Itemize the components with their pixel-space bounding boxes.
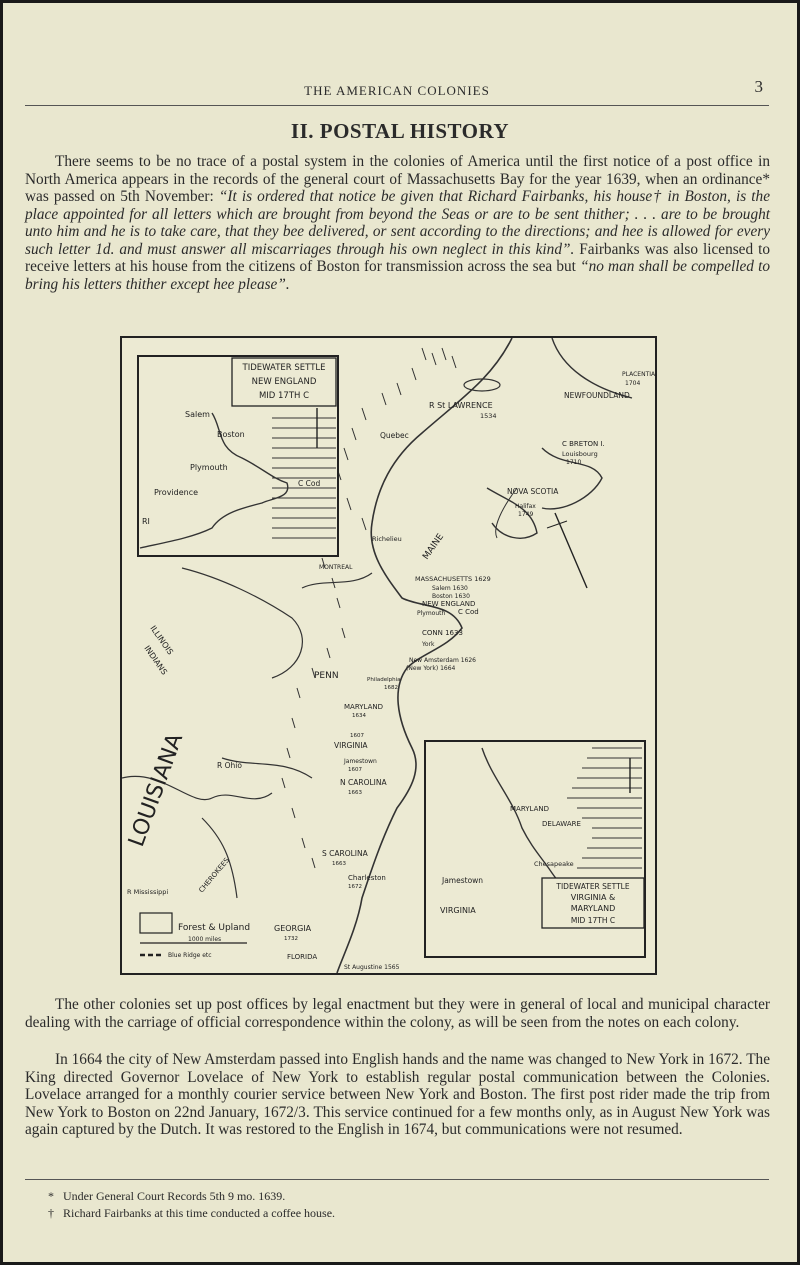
label-phila-year: 1682 — [384, 685, 398, 691]
inset-sw-virginia: VIRGINIA — [440, 906, 476, 915]
label-new-amsterdam: New Amsterdam 1626 — [409, 657, 476, 664]
label-s-carolina: S CAROLINA — [322, 849, 368, 858]
label-georgia-year: 1732 — [284, 936, 298, 942]
inset-sw-jamestown: Jamestown — [442, 876, 484, 885]
label-virginia-year: 1607 — [350, 733, 364, 739]
footnote-rule — [25, 1179, 769, 1180]
label-florida: FLORIDA — [287, 953, 318, 961]
label-cherokees: CHEROKEES — [197, 856, 232, 895]
label-virginia: VIRGINIA — [334, 741, 368, 750]
inset-sw-title-3: MARYLAND — [570, 904, 616, 913]
inset-sw-delaware: DELAWARE — [542, 820, 581, 828]
inset-ne-title-3: MID 17TH C — [258, 391, 310, 401]
label-richelieu: Richelieu — [372, 535, 402, 543]
label-philadelphia: Philadelphia — [367, 677, 401, 683]
label-mississippi: R Mississippi — [127, 888, 169, 896]
label-charleston-year: 1672 — [348, 884, 362, 890]
inset-ne-ri: RI — [142, 517, 150, 526]
label-maryland: MARYLAND — [344, 703, 383, 711]
inset-ne-title-1: TIDEWATER SETTLE — [242, 363, 326, 373]
footnote-2-text: Richard Fairbanks at this time conducted a coffee house. — [63, 1206, 336, 1220]
label-halifax-year: 1749 — [518, 511, 534, 518]
paragraph-3 — [25, 1051, 770, 1139]
p2-text: The other colonies set up post offices by legal enactment but they were in general of local and municipal character dealing with the carriage of official correspondence within the colony, as will be seen from the notes on each colony. — [25, 996, 770, 1031]
label-placentia: PLACENTIA — [622, 371, 655, 378]
label-louisbourg-year: 1710 — [566, 459, 582, 466]
label-jamestown-year: 1607 — [348, 767, 362, 773]
legend-ridge-label: Blue Ridge etc — [168, 952, 212, 959]
inset-sw-title-2: VIRGINIA & — [570, 893, 616, 902]
p1-quote-ordinance: “It is ordered that notice be given that Richard Fairbanks, his house† in Boston, is the place appointed for all letters which are brought from beyond the Seas or are to be sent thither; . . . are to be brought unto him and he is to take care, that they bee delivered, or sent according to the directions; and hee is allowed for every such letter 1d. and must answer all miscarriages through his own neglect in this kind”. — [25, 188, 770, 258]
label-jamestown: Jamestown — [344, 758, 377, 765]
footnote-1 — [48, 1189, 285, 1204]
label-placentia-year: 1704 — [625, 380, 641, 387]
footnote-1-text: Under General Court Records 5th 9 mo. 1639. — [63, 1189, 286, 1203]
label-conn: CONN 1633 — [422, 629, 463, 637]
p1-text-b: Fairbanks was also licensed to receive letters at his house from the citizens of Boston for transmission across the sea but — [25, 240, 770, 275]
label-cape-breton: C BRETON I. — [562, 440, 605, 448]
label-boston: Boston 1630 — [432, 593, 470, 600]
label-nova-scotia: NOVA SCOTIA — [507, 487, 559, 496]
label-montreal: MONTREAL — [319, 564, 353, 571]
label-salem: Salem 1630 — [432, 585, 468, 592]
label-st-augustine: St Augustine 1565 — [344, 964, 400, 971]
footnote-2 — [48, 1206, 335, 1221]
label-louisbourg: Louisbourg — [562, 450, 598, 458]
label-n-carolina-year: 1663 — [348, 790, 362, 796]
inset-ne-boston: Boston — [217, 430, 245, 439]
label-indians: INDIANS — [142, 643, 169, 677]
running-title: THE AMERICAN COLONIES — [304, 83, 490, 98]
label-new-england: NEW ENGLAND — [422, 600, 476, 608]
p1-text-a: There seems to be no trace of a postal system in the colonies of America until the first notice of a post office in North America appears in the records of the general court of Massachusetts Bay for the year 1639, when an ordinance* was passed on 5th November: — [25, 153, 770, 205]
label-ohio: R Ohio — [217, 761, 242, 770]
label-maryland-year: 1634 — [352, 713, 366, 719]
label-maine: MAINE — [421, 532, 447, 562]
label-charleston: Charleston — [348, 874, 386, 882]
paragraph-2 — [25, 996, 770, 1031]
legend-forest-label: Forest & Upland — [178, 923, 251, 933]
inset-ne-title-2: NEW ENGLAND — [251, 377, 317, 387]
section-title: II. POSTAL HISTORY — [290, 119, 510, 143]
label-quebec: Quebec — [380, 431, 409, 440]
inset-sw-maryland: MARYLAND — [510, 805, 549, 813]
p3-text: In 1664 the city of New Amsterdam passed into English hands and the name was changed to New York in 1672. The King directed Governor Lovelace of New York to establish regular postal communication between the Colonies. Lovelace arranged for a monthly courier service between New York and Boston. The first post rider made the trip from New York to Boston on 22nd January, 1672/3. This service continued for a few months only, as in August New York was again captured by the Dutch. It was restored to the English in 1674, but communications were not resumed. — [25, 1051, 770, 1138]
label-new-york: (New York) 1664 — [406, 665, 456, 672]
map-drawing — [122, 338, 655, 973]
footnote-2-mark: † — [48, 1206, 54, 1220]
label-georgia: GEORGIA — [274, 924, 312, 933]
paragraph-1 — [25, 153, 770, 293]
colonial-map — [120, 336, 657, 975]
inset-sw-chesapeake: Chesapeake — [534, 860, 574, 868]
label-plymouth: Plymouth — [417, 610, 446, 617]
inset-ne-salem: Salem — [185, 410, 210, 419]
inset-sw-title-1: TIDEWATER SETTLE — [556, 882, 630, 891]
inset-ne-providence: Providence — [154, 488, 199, 497]
label-massachusetts: MASSACHUSETTS 1629 — [415, 575, 491, 583]
label-york: York — [422, 641, 435, 648]
p1-quote-fairbanks: “no man shall be compelled to bring his letters thither except hee please”. — [25, 258, 770, 293]
footnote-1-mark: * — [48, 1189, 54, 1203]
label-st-lawrence: R St LAWRENCE — [429, 401, 493, 410]
legend-scale-label: 1000 miles — [188, 936, 222, 943]
label-penn: PENN — [314, 671, 339, 681]
inset-sw-title-4: MID 17TH C — [570, 916, 616, 925]
label-illinois: ILLINOIS — [148, 623, 175, 657]
legend-forest-swatch — [140, 913, 172, 933]
label-s-carolina-year: 1663 — [332, 861, 346, 867]
label-c-cod: C Cod — [458, 608, 479, 616]
label-st-lawrence-year: 1534 — [480, 412, 497, 420]
label-n-carolina: N CAROLINA — [340, 778, 387, 787]
page-number: 3 — [754, 77, 763, 96]
label-halifax: Halifax — [515, 503, 536, 510]
inset-ne-ccod: C Cod — [298, 479, 321, 488]
running-head — [25, 75, 769, 106]
label-louisiana: LOUISIANA — [124, 730, 189, 851]
label-newfoundland: NEWFOUNDLAND — [564, 391, 630, 400]
inset-ne-plymouth: Plymouth — [190, 463, 228, 472]
